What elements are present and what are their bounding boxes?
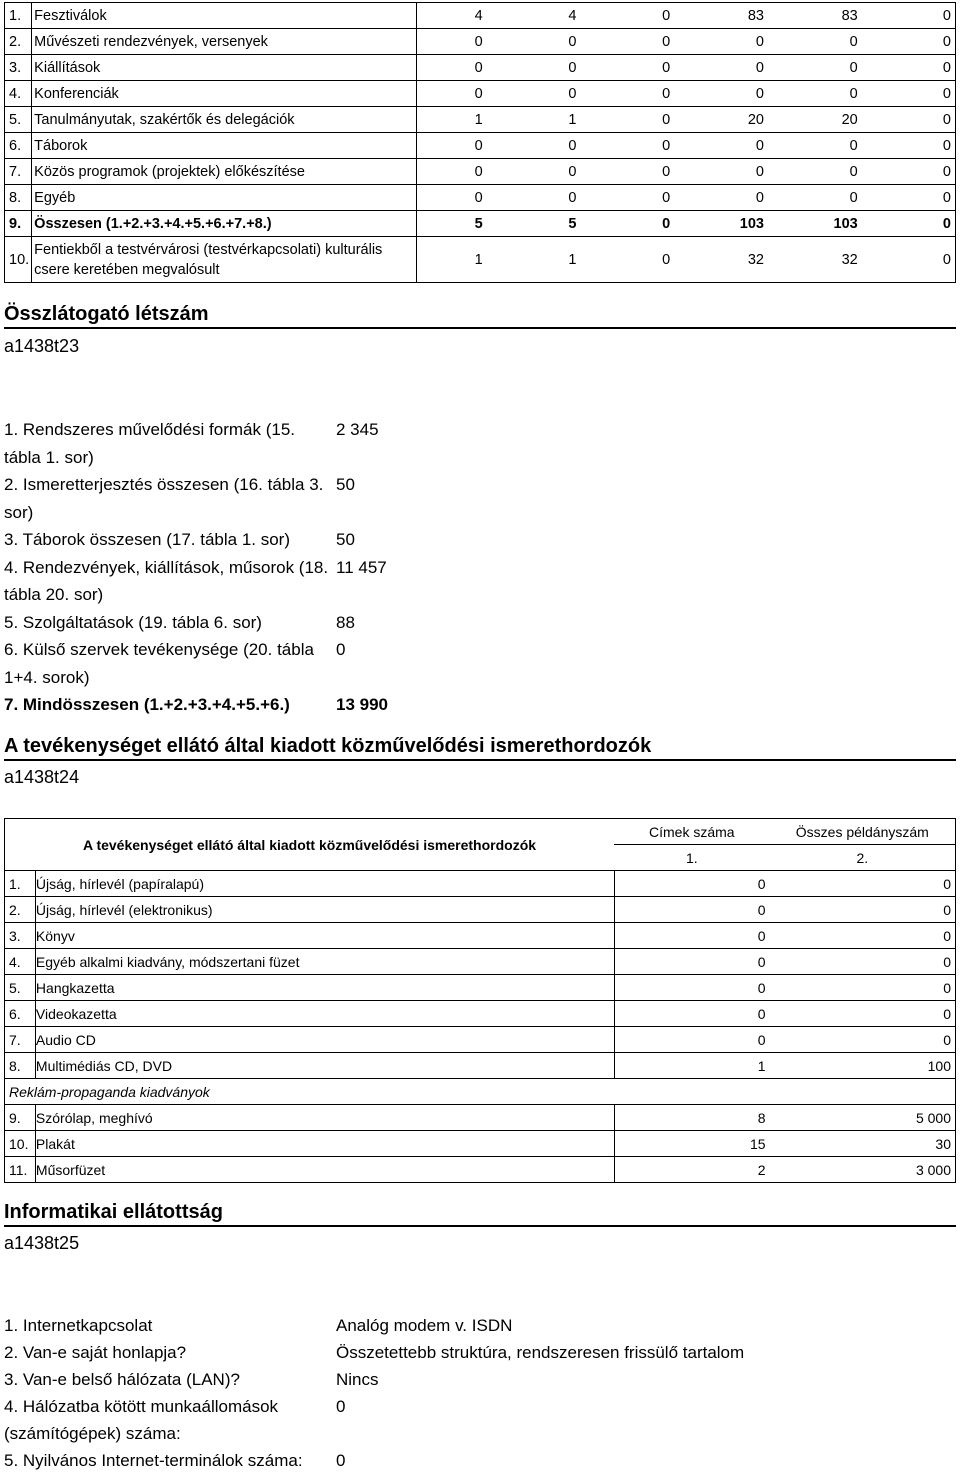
- row-value: 0: [768, 159, 862, 185]
- info-title: Informatikai ellátottság: [4, 1201, 223, 1223]
- row-value: 0: [580, 55, 674, 81]
- item-label: 6. Külső szervek tevékenysége (20. tábla 1+4. sorok): [4, 640, 314, 687]
- item-value: 50: [336, 530, 355, 549]
- item-label: 1. Internetkapcsolat: [4, 1316, 153, 1335]
- row-value: 0: [862, 133, 956, 159]
- item-label: 3. Táborok összesen (17. tábla 1. sor): [4, 530, 291, 549]
- item-value: Összetettebb struktúra, rendszeresen frissülő tartalom: [336, 1343, 745, 1362]
- row-value: 0: [862, 159, 956, 185]
- row-copies: 30: [770, 1131, 956, 1157]
- row-number: 6.: [5, 1001, 36, 1027]
- row-copies: 0: [770, 1027, 956, 1053]
- row-value: 0: [768, 55, 862, 81]
- row-titles: 0: [614, 897, 770, 923]
- item-value: Nincs: [336, 1370, 379, 1389]
- row-number: 1.: [5, 3, 32, 29]
- table-row: [5, 949, 956, 975]
- visitors-list: [4, 416, 388, 719]
- row-value: 5: [417, 211, 487, 237]
- table-row: [5, 55, 956, 81]
- row-value: 0: [862, 55, 956, 81]
- table-row: [5, 107, 956, 133]
- row-value: 0: [862, 237, 956, 283]
- row-value: 0: [674, 81, 768, 107]
- row-value: 83: [768, 3, 862, 29]
- visitors-title: Összlátogató létszám: [4, 303, 209, 325]
- row-value: 4: [487, 3, 581, 29]
- row-number: 3.: [5, 923, 36, 949]
- row-value: 0: [768, 185, 862, 211]
- list-item: [4, 1366, 744, 1393]
- row-number: 4.: [5, 949, 36, 975]
- row-number: 3.: [5, 55, 32, 81]
- activity-table: [4, 2, 956, 283]
- row-value: 5: [487, 211, 581, 237]
- item-value: 2 345: [336, 420, 379, 439]
- row-value: 1: [487, 107, 581, 133]
- row-value: 1: [417, 107, 487, 133]
- row-number: 7.: [5, 159, 32, 185]
- row-value: 0: [862, 211, 956, 237]
- row-copies: 100: [770, 1053, 956, 1079]
- row-label: Fesztiválok: [32, 3, 417, 29]
- row-number: 9.: [5, 211, 32, 237]
- row-label: Videokazetta: [35, 1001, 614, 1027]
- table-row: [5, 1001, 956, 1027]
- row-copies: 3 000: [770, 1157, 956, 1183]
- row-value: 0: [417, 55, 487, 81]
- list-item: [4, 554, 388, 609]
- row-label: Műsorfüzet: [35, 1157, 614, 1183]
- row-value: 0: [768, 29, 862, 55]
- row-value: 0: [674, 185, 768, 211]
- row-titles: 0: [614, 975, 770, 1001]
- row-titles: 0: [614, 949, 770, 975]
- row-value: 103: [768, 211, 862, 237]
- item-label: 1. Rendszeres művelődési formák (15. tábla 1. sor): [4, 420, 296, 467]
- visitors-code: a1438t23: [4, 336, 80, 356]
- row-value: 0: [487, 81, 581, 107]
- table-row: [5, 1027, 956, 1053]
- row-label: Szórólap, meghívó: [35, 1105, 614, 1131]
- row-number: 9.: [5, 1105, 36, 1131]
- publications-header: A tevékenységet ellátó által kiadott közművelődési ismerethordozók: [5, 819, 615, 871]
- list-item: [4, 1339, 744, 1366]
- row-value: 0: [487, 185, 581, 211]
- row-label: Kiállítások: [32, 55, 417, 81]
- group-row: [5, 1079, 956, 1105]
- item-value: Analóg modem v. ISDN: [336, 1316, 513, 1335]
- list-item: [4, 1393, 744, 1447]
- list-item: [4, 526, 388, 554]
- row-titles: 1: [614, 1053, 770, 1079]
- row-copies: 0: [770, 897, 956, 923]
- row-value: 0: [768, 133, 862, 159]
- info-list: [4, 1312, 744, 1474]
- row-label: Fentiekből a testvérvárosi (testvérkapcsolati) kulturális csere keretében megvalósult: [32, 237, 417, 283]
- row-value: 0: [487, 29, 581, 55]
- item-label: 7. Mindösszesen (1.+2.+3.+4.+5.+6.): [4, 695, 290, 714]
- row-label: Hangkazetta: [35, 975, 614, 1001]
- row-value: 0: [487, 55, 581, 81]
- row-label: Egyéb alkalmi kiadvány, módszertani füzet: [35, 949, 614, 975]
- item-value: 0: [336, 1397, 346, 1416]
- row-value: 0: [674, 55, 768, 81]
- row-label: Könyv: [35, 923, 614, 949]
- list-item: [4, 609, 388, 637]
- row-label: Multimédiás CD, DVD: [35, 1053, 614, 1079]
- publications-title: A tevékenységet ellátó által kiadott közművelődési ismerethordozók: [4, 735, 652, 757]
- table-row: [5, 1053, 956, 1079]
- table-row: [5, 211, 956, 237]
- list-item: [4, 636, 388, 691]
- table-row: [5, 237, 956, 283]
- list-item: [4, 1312, 744, 1339]
- row-value: 0: [417, 159, 487, 185]
- row-number: 2.: [5, 29, 32, 55]
- publications-code: a1438t24: [4, 767, 80, 787]
- col-titles-header: Címek száma: [614, 819, 770, 845]
- row-label: Tanulmányutak, szakértők és delegációk: [32, 107, 417, 133]
- row-copies: 0: [770, 871, 956, 897]
- table-row: [5, 185, 956, 211]
- row-value: 83: [674, 3, 768, 29]
- row-value: 0: [580, 185, 674, 211]
- col-copies-header: Összes példányszám: [770, 819, 956, 845]
- row-value: 0: [674, 159, 768, 185]
- list-item: [4, 1447, 744, 1474]
- row-value: 4: [417, 3, 487, 29]
- row-number: 5.: [5, 107, 32, 133]
- row-value: 0: [674, 133, 768, 159]
- row-value: 0: [768, 81, 862, 107]
- item-value: 0: [336, 640, 346, 659]
- row-value: 0: [580, 133, 674, 159]
- row-titles: 0: [614, 1027, 770, 1053]
- row-value: 0: [580, 237, 674, 283]
- table-row: [5, 1157, 956, 1183]
- item-value: 13 990: [336, 695, 388, 714]
- row-copies: 0: [770, 1001, 956, 1027]
- info-divider: [4, 1225, 956, 1227]
- row-value: 103: [674, 211, 768, 237]
- row-value: 0: [417, 29, 487, 55]
- row-value: 0: [862, 29, 956, 55]
- publications-divider: [4, 759, 956, 761]
- row-value: 0: [862, 3, 956, 29]
- row-value: 32: [768, 237, 862, 283]
- row-label: Plakát: [35, 1131, 614, 1157]
- row-titles: 0: [614, 871, 770, 897]
- table-row: [5, 975, 956, 1001]
- item-label: 4. Rendezvények, kiállítások, műsorok (18. tábla 20. sor): [4, 557, 329, 604]
- row-label: Egyéb: [32, 185, 417, 211]
- row-number: 8.: [5, 1053, 36, 1079]
- col-titles-number: 1.: [614, 845, 770, 871]
- row-label: Közös programok (projektek) előkészítése: [32, 159, 417, 185]
- item-label: 2. Van-e saját honlapja?: [4, 1343, 187, 1362]
- item-value: 88: [336, 612, 355, 632]
- col-copies-number: 2.: [770, 845, 956, 871]
- row-value: 0: [580, 107, 674, 133]
- list-item: [4, 416, 388, 471]
- row-value: 0: [487, 159, 581, 185]
- row-value: 0: [674, 29, 768, 55]
- row-label: Audio CD: [35, 1027, 614, 1053]
- row-number: 1.: [5, 871, 36, 897]
- row-titles: 8: [614, 1105, 770, 1131]
- row-value: 20: [768, 107, 862, 133]
- item-label: 3. Van-e belső hálózata (LAN)?: [4, 1370, 240, 1389]
- row-titles: 0: [614, 1001, 770, 1027]
- row-number: 6.: [5, 133, 32, 159]
- row-copies: 0: [770, 975, 956, 1001]
- row-number: 7.: [5, 1027, 36, 1053]
- item-label: 5. Nyilvános Internet-terminálok száma:: [4, 1451, 303, 1470]
- row-value: 0: [417, 133, 487, 159]
- row-number: 2.: [5, 897, 36, 923]
- list-item: [4, 691, 388, 719]
- item-label: 4. Hálózatba kötött munkaállomások (számítógépek) száma:: [4, 1397, 279, 1443]
- row-number: 5.: [5, 975, 36, 1001]
- row-value: 0: [580, 81, 674, 107]
- row-titles: 2: [614, 1157, 770, 1183]
- row-value: 1: [487, 237, 581, 283]
- row-label: Újság, hírlevél (papíralapú): [35, 871, 614, 897]
- table-row: [5, 897, 956, 923]
- row-titles: 15: [614, 1131, 770, 1157]
- row-label: Táborok: [32, 133, 417, 159]
- item-value: 50: [336, 475, 355, 494]
- row-value: 1: [417, 237, 487, 283]
- table-row: [5, 133, 956, 159]
- row-value: 20: [674, 107, 768, 133]
- row-number: 8.: [5, 185, 32, 211]
- row-label: Konferenciák: [32, 81, 417, 107]
- row-value: 0: [580, 29, 674, 55]
- table-row: [5, 159, 956, 185]
- list-item: [4, 471, 388, 526]
- table-row: [5, 1105, 956, 1131]
- row-value: 0: [580, 3, 674, 29]
- row-copies: 0: [770, 923, 956, 949]
- row-titles: 0: [614, 923, 770, 949]
- row-copies: 0: [770, 949, 956, 975]
- row-value: 0: [862, 107, 956, 133]
- row-label: Újság, hírlevél (elektronikus): [35, 897, 614, 923]
- row-label: Összesen (1.+2.+3.+4.+5.+6.+7.+8.): [32, 211, 417, 237]
- row-label: Művészeti rendezvények, versenyek: [32, 29, 417, 55]
- table-row: [5, 3, 956, 29]
- item-label: 5. Szolgáltatások (19. tábla 6. sor): [4, 612, 262, 632]
- table-row: [5, 1131, 956, 1157]
- row-value: 0: [862, 185, 956, 211]
- item-value: 11 457: [336, 557, 387, 577]
- publications-table: [4, 818, 956, 1183]
- table-row: [5, 871, 956, 897]
- item-label: 2. Ismeretterjesztés összesen (16. tábla 3. sor): [4, 475, 324, 522]
- row-number: 10.: [5, 1131, 36, 1157]
- row-value: 0: [487, 133, 581, 159]
- row-copies: 5 000: [770, 1105, 956, 1131]
- row-value: 0: [580, 159, 674, 185]
- info-code: a1438t25: [4, 1233, 80, 1253]
- row-number: 4.: [5, 81, 32, 107]
- table-row: [5, 923, 956, 949]
- group-label: Reklám-propaganda kiadványok: [5, 1079, 956, 1105]
- item-value: 0: [336, 1451, 346, 1470]
- row-number: 11.: [5, 1157, 36, 1183]
- row-value: 32: [674, 237, 768, 283]
- row-value: 0: [580, 211, 674, 237]
- row-number: 10.: [5, 237, 32, 283]
- visitors-divider: [4, 327, 956, 329]
- table-row: [5, 29, 956, 55]
- row-value: 0: [862, 81, 956, 107]
- row-value: 0: [417, 185, 487, 211]
- row-value: 0: [417, 81, 487, 107]
- table-row: [5, 81, 956, 107]
